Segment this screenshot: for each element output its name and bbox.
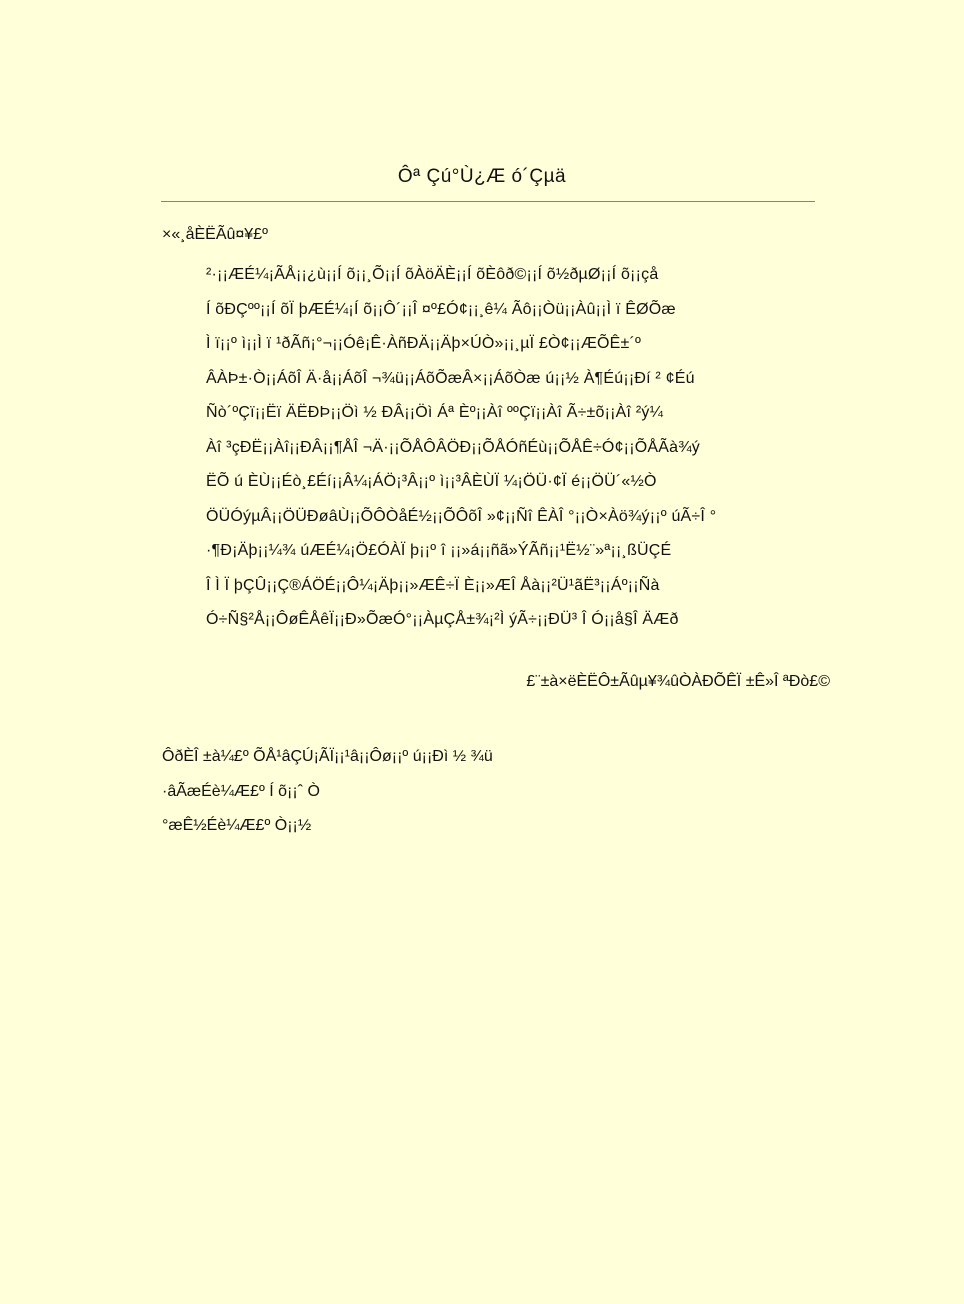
body-line: Àî ³çÐË¡¡Àî¡¡ÐÂ¡¡¶ÅÎ ¬Ä·¡¡ÕÅÔÂÖÐ¡¡ÕÅÓñÉù¡¡ÕÅÊ÷Ó¢¡¡ÕÅÃà¾ý bbox=[206, 438, 700, 456]
body-line: Ñò´ºÇï¡¡Ëï ÄËÐÞ¡¡Öì ½ ÐÂ¡¡Öì Áª Èº¡¡Àî ººÇï¡¡Àî Ã÷±õ¡¡Àî ²ý¼ bbox=[206, 404, 664, 421]
body-line: Î Ì Ï þÇÛ¡¡Ç®ÁÖÉ¡¡Ô¼¡Äþ¡¡»ÆÊ÷Ï È¡¡»ÆÎ Åà¡¡²Ü¹ãË³¡¡Áº¡¡Ñà bbox=[206, 576, 660, 594]
credit-line: °æÊ½Éè¼Æ£º Ò¡¡½ bbox=[162, 817, 312, 834]
body-text bbox=[206, 258, 806, 638]
title-divider bbox=[161, 201, 815, 202]
body-line: Ì ï¡¡º ì¡¡Ì ï ¹ðÃñ¡°¬¡¡Óê¡Ê·ÀñÐÄ¡¡Äþ×ÚÒ»¡¡¸µÏ £Ò¢¡¡ÆÕÊ±´º bbox=[206, 335, 642, 352]
recipient-line: ×«¸åÈËÃû¤¥£º bbox=[162, 226, 268, 243]
body-line: ²·¡¡ÆÉ¼¡ÃÅ¡¡¿ù¡¡Í õ¡¡¸Õ¡¡Í õÀöÄÈ¡¡Í õÈôð©¡¡Í õ½ðµØ¡¡Í õ¡¡çå bbox=[206, 266, 659, 283]
document-title: Ôª Çú°Ù¿Æ ó´Çµä bbox=[397, 166, 567, 187]
body-line: Ó÷Ñ§²Å¡¡ÔøÊÅêÏ¡¡Ð»ÕæÓ°¡¡ÀµÇÅ±¾¡²Ì ýÃ÷¡¡ÐÜ³ Î Ó¡¡å§Î ÄÆð bbox=[206, 611, 679, 628]
credits bbox=[162, 740, 493, 844]
credit-line: ·âÃæÉè¼Æ£º Í õ¡¡ˆ Ò bbox=[162, 782, 320, 800]
body-line: ÖÜÓýµÂ¡¡ÖÜÐøâÙ¡¡ÕÔÒåÉ½¡¡ÕÔõÎ »¢¡¡Ñî ÊÀÎ °¡¡Ò×Àö¾ý¡¡º úÃ÷Î ° bbox=[206, 507, 717, 525]
credit-line: ÔðÈÎ ±à¼£º ÕÅ¹âÇÚ¡ÃÏ¡¡¹â¡¡Ôø¡¡º ú¡¡Ðì ½ ¾ü bbox=[162, 748, 493, 765]
closing-note: £¨±à×ëÈËÔ±Ãûµ¥¾ûÒÀÐÕÊÏ ±Ê»Î ªÐò£© bbox=[526, 673, 830, 690]
body-line: ÂÀÞ±·Ò¡¡ÁõÎ Ä·å¡¡ÁõÎ ¬¾ü¡¡ÁõÕæÂ×¡¡ÁõÒæ ú¡¡½ À¶Éú¡¡Ðí ² ¢Éú bbox=[206, 369, 695, 387]
body-line: Í õÐÇºº¡¡Í õÏ þÆÉ¼¡Í õ¡¡Ô´¡¡Î ¤º£Ó¢¡¡¸ê¼ Ãô¡¡Òü¡¡Àû¡¡Ì ï ÊØÕæ bbox=[206, 300, 676, 318]
body-line: ·¶Ð¡Äþ¡¡¼¾ úÆÉ¼¡Ö£ÓÀÏ þ¡¡º î ¡¡»á¡¡ñã»ÝÃñ¡¡¹Ë½¨»ª¡¡¸ßÜÇÉ bbox=[206, 542, 672, 559]
body-line: ËÕ ú ÈÙ¡¡Éò¸£Éí¡¡Â¼¡ÁÖ¡³Â¡¡º ì¡¡³ÂÈÙÏ ¼¡ÖÜ·¢Ï é¡¡ÖÜ´«½Ò bbox=[206, 473, 657, 490]
